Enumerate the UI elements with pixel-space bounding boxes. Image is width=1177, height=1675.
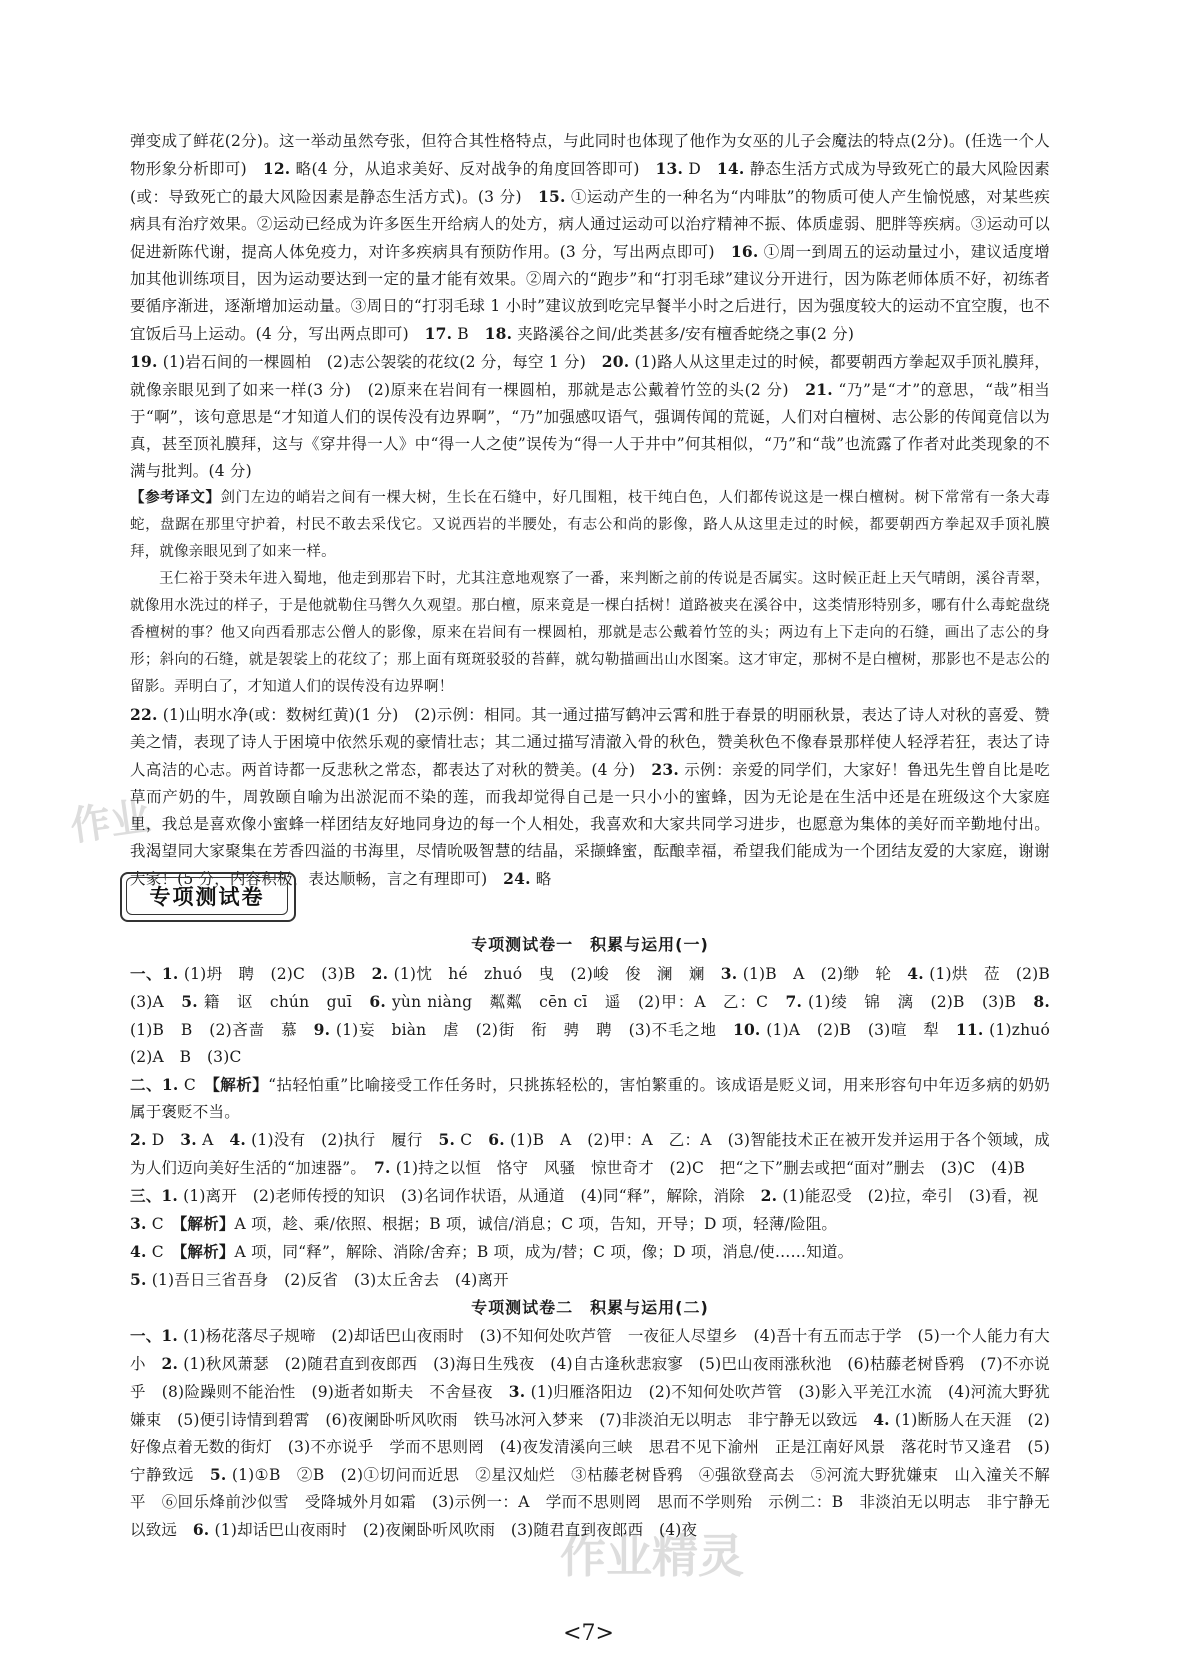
answers-22-24: 22. (1)山明水净(或：数树红黄)(1 分) (2)示例：相同。其一通过描写鹤冲云霄和胜于春景的明丽秋景，表达了诗人对秋的喜爱、赞美之情，表现了诗人于困境中依然乐观的豪情壮志；其二通过描写清澈入骨的秋色，赞美秋色不像春景那样使人轻浮若狂，表达了诗人高洁的心志。两首诗都一反悲秋之常态，都表达了对秋的赞美。(4 分) 23. 示例：亲爱的同学们，大家好！鲁迅先生曾自比是吃草而产奶的牛，周敦颐自喻为出淤泥而不染的莲，而我却觉得自己是一只小小的蜜蜂，因为无论是在生活中还是在班级这个大家庭里，我总是喜欢像小蜜蜂一样团结友好地同身边的每一个人相处，我喜欢和大家共同学习进步，也愿意为集体的美好而辛勤地付出。我渴望同大家聚集在芳香四溢的书海里，尽情吮吸智慧的结晶，采撷蜂蜜，酝酿幸福，希望我们能成为一个团结友爱的大家庭，谢谢大家！(5 分，内容积极，表达顺畅，言之有理即可) 24. 略 [130, 705, 1050, 888]
watermark-text: 作业精灵 [560, 1529, 744, 1583]
banner-title: 专项测试卷 [126, 877, 288, 915]
page-number: <7> [563, 1621, 614, 1646]
watermark-stamp: 作业 [67, 793, 154, 851]
answers-block-1 [130, 128, 1050, 893]
section-1-title: 专项测试卷一 积累与运用(一) [471, 935, 709, 954]
section-1-line: 3. C 【解析】A 项，趁、乘/依照、根据；B 项，诚信/消息；C 项，告知，开导；D 项，轻薄/险阻。 [130, 1214, 838, 1233]
answers-19-21: 19. (1)岩石间的一棵圆柏 (2)志公袈裟的花纹(2 分，每空 1 分) 20. (1)路人从这里走过的时候，都要朝西方拳起双手顶礼膜拜，就像亲眼见到了如来一样(3 分) (2)原来在岩间有一棵圆柏，那就是志公戴着竹笠的头(2 分) 21. “乃”是“才”的意思，“哉”相当于“啊”，该句意思是“才知道人们的误传没有边界啊”，“乃”加强感叹语气，强调传闻的荒诞，人们对白檀树、志公影的传闻竟信以为真，甚至顶礼膜拜，这与《穿井得一人》中“得一人之使”误传为“得一人于井中”何其相似，“乃”和“哉”也流露了作者对此类现象的不满与批判。(4 分) [130, 352, 1051, 480]
section-banner [120, 872, 300, 922]
translation-label: 【参考译文】 [130, 490, 221, 506]
translation-text-1: 剑门左边的峭岩之间有一棵大树，生长在石缝中，好几围粗，枝干纯白色，人们都传说这是一棵白檀树。树下常常有一条大毒蛇，盘踞在那里守护着，村民不敢去采伐它。又说西岩的半腰处，有志公和尚的影像，路人从这里走过的时候，都要朝西方拳起双手顶礼膜拜，就像亲眼见到了如来一样。 [130, 490, 1050, 560]
section-2-title: 专项测试卷二 积累与运用(二) [471, 1298, 709, 1317]
translation-para-1 [130, 485, 1050, 566]
section-2-text: 一、1. (1)杨花落尽子规啼 (2)却话巴山夜雨时 (3)不知何处吹芦管 一夜征人尽望乡 (4)吾十有五而志于学 (5)一个人能力有大小 2. (1)秋风萧瑟 (2)随君直到夜郎西 (3)海日生残夜 (4)自古逢秋悲寂寥 (5)巴山夜雨涨秋池 (6)枯藤老树昏鸦 (7)不亦说乎 (8)险躁则不能治性 (9)逝者如斯夫 不舍昼夜 3. (1)归雁洛阳边 (2)不知何处吹芦管 (3)影入平羌江水流 (4)河流大野犹嫌束 (5)便引诗情到碧霄 (6)夜阑卧听风吹雨 铁马冰河入梦来 (7)非淡泊无以明志 非宁静无以致远 4. (1)断肠人在天涯 (2)好像点着无数的街灯 (3)不亦说乎 学而不思则罔 (4)夜发清溪向三峡 思君不见下渝州 正是江南好风景 落花时节又逢君 (5)宁静致远 5. (1)①B ②B (2)①切问而近思 ②星汉灿烂 ③枯藤老树昏鸦 ④强欲登高去 ⑤河流大野犹嫌束 山入潼关不解平 ⑥回乐烽前沙似雪 受降城外月如霜 (3)示例一：A 学而不思则罔 思而不学则殆 示例二：B 非淡泊无以明志 非宁静无以致远 6. (1)却话巴山夜雨时 (2)夜阑卧听风吹雨 (3)随君直到夜郎西 (4)夜 [130, 1326, 1050, 1539]
section-1-body [130, 960, 1066, 1294]
section-2-body [130, 1322, 1050, 1544]
answers-12-18: 弹变成了鲜花(2分)。这一举动虽然夸张，但符合其性格特点，与此同时也体现了他作为女巫的儿子会魔法的特点(2分)。(任选一个人物形象分析即可) 12. 略(4 分，从追求美好、反对战争的角度回答即可) 13. D 14. 静态生活方式成为导致死亡的最大风险因素(或：导致死亡的最大风险因素是静态生活方式)。(3 分) 15. ①运动产生的一种名为“内啡肽”的物质可使人产生愉悦感，对某些疾病具有治疗效果。②运动已经成为许多医生开给病人的处方，病人通过运动可以治疗精神不振、体质虚弱、肥胖等疾病。③运动可以促进新陈代谢，提高人体免疫力，对许多疾病具有预防作用。(3 分，写出两点即可) 16. ①周一到周五的运动量过小，建议适度增加其他训练项目，因为运动要达到一定的量才能有效果。②周六的“跑步”和“打羽毛球”建议分开进行，因为陈老师体质不好，初练者要循序渐进，逐渐增加运动量。③周日的“打羽毛球 1 小时”建议放到吃完早餐半小时之后进行，因为强度较大的运动不宜空腹，也不宜饭后马上运动。(4 分，写出两点即可) 17. B 18. 夹路溪谷之间/此类甚多/安有檀香蛇绕之事(2 分) [130, 132, 1050, 343]
section-1-line: 一、1. (1)坍 聘 (2)C (3)B 2. (1)忱 hé zhuó 曳 (2)峻 俊 澜 斓 3. (1)B A (2)缈 轮 4. (1)烘 莅 (2)B (3)A 5. 籍 讴 chún guī 6. yùn niàng 粼粼 cēn cī 遥 (2)甲：A 乙：C 7. (1)绫 锦 漓 (2)B (3)B 8. (1)B B (2)吝啬 慕 9. (1)妄 biàn 虐 (2)街 衔 骋 聘 (3)不毛之地 10. (1)A (2)B (3)喧 犁 11. (1)zhuó (2)A B (3)C [130, 964, 1066, 1066]
translation-para-2: 王仁裕于癸未年进入蜀地，他走到那岩下时，尤其注意地观察了一番，来判断之前的传说是否属实。这时候正赶上天气晴朗，溪谷青翠，就像用水洗过的样子，于是他就勒住马辔久久观望。那白檀，原来竟是一棵白括树！道路被夹在溪谷中，这类情形特别多，哪有什么毒蛇盘绕香檀树的事？他又向西看那志公僧人的影像，原来在岩间有一棵圆柏，那就是志公戴着竹笠的头；两边有上下走向的石缝，画出了志公的身形；斜向的石缝，就是袈裟上的花纹了；那上面有斑斑驳驳的苔藓，就勾勒描画出山水图案。这才审定，那树不是白檀树，那影也不是志公的留影。弄明白了，才知道人们的误传没有边界啊！ [130, 571, 1050, 695]
section-1-line: 5. (1)吾日三省吾身 (2)反省 (3)太丘舍去 (4)离开 [130, 1270, 509, 1289]
section-1-line: 2. D 3. A 4. (1)没有 (2)执行 履行 5. C 6. (1)B A (2)甲：A 乙：A (3)智能技术正在被开发并运用于各个领域，成为人们迈向美好生活的“加速器”。 7. (1)持之以恒 恪守 风骚 惊世奇才 (2)C 把“之下”删去或把“面对”删去 (3)C (4)B [130, 1130, 1050, 1177]
section-1-line: 二、1. C 【解析】“拈轻怕重”比喻接受工作任务时，只挑拣轻松的，害怕繁重的。该成语是贬义词，用来形容句中年迈多病的奶奶属于褒贬不当。 [130, 1075, 1050, 1121]
section-1-line: 4. C 【解析】A 项，同“释”，解除、消除/舍弃；B 项，成为/替；C 项，像；D 项，消息/使……知道。 [130, 1242, 854, 1261]
section-1-line: 三、1. (1)离开 (2)老师传授的知识 (3)名词作状语，从通道 (4)同“释”，解除，消除 2. (1)能忍受 (2)拉，牵引 (3)看，视 [130, 1186, 1039, 1205]
